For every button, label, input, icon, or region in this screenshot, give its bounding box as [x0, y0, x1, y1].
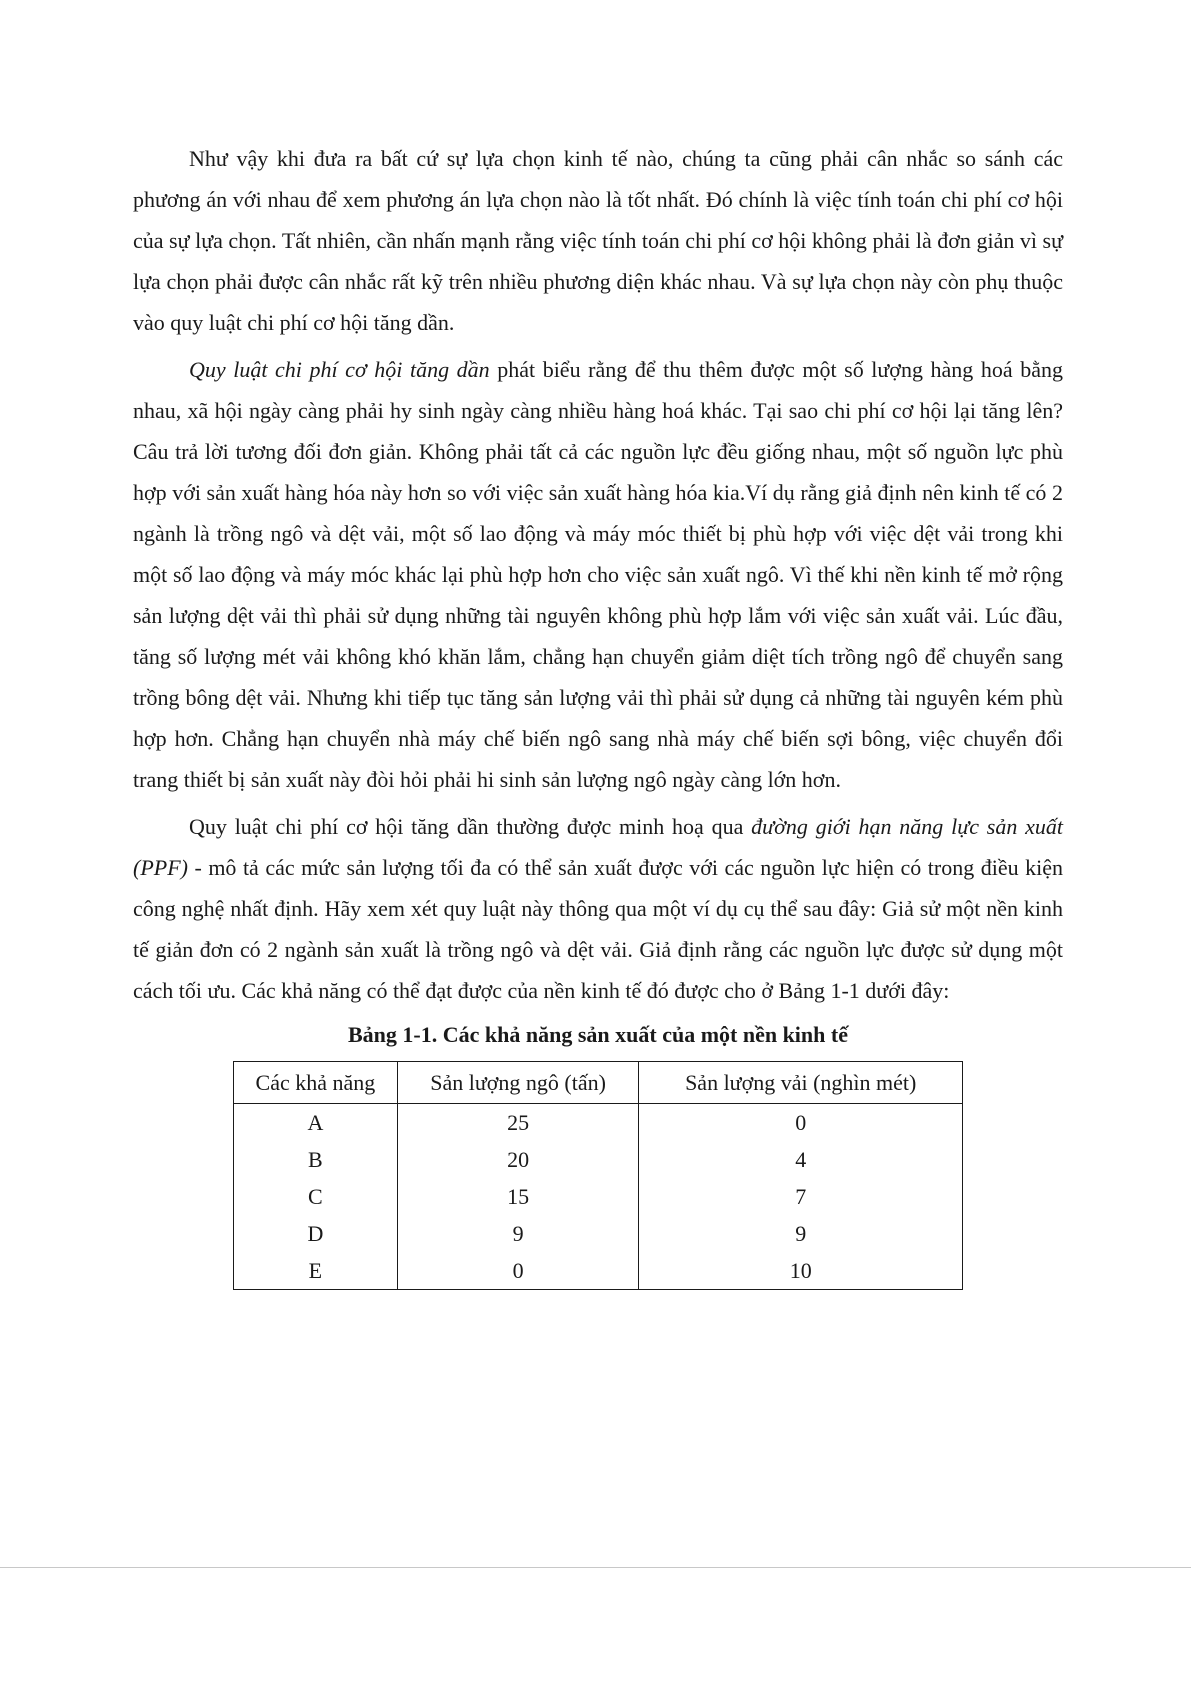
ppf-term-italic: đường giới hạn năng lực sản xuất (PPF)	[133, 814, 1063, 880]
paragraph-2-text: phát biểu rằng để thu thêm được một số lượng hàng hoá bằng nhau, xã hội ngày càng phải hy sinh ngày càng nhiều hàng hoá khác. Tại sao chi phí cơ hội lại tăng lên? Câu trả lời tương đối đơn giản. Không phải tất cả các nguồn lực đều giống nhau, một số nguồn lực phù hợp với sản xuất hàng hóa này hơn so với việc sản xuất hàng hóa kia.Ví dụ rằng giả định nên kinh tế có 2 ngành là trồng ngô và dệt vải, một số lao động và máy móc thiết bị phù hợp với việc dệt vải trong khi một số lao động và máy móc khác lại phù hợp hơn cho việc sản xuất ngô. Vì thế khi nền kinh tế mở rộng sản lượng dệt vải thì phải sử dụng những tài nguyên không phù hợp lắm với việc sản xuất vải. Lúc đầu, tăng số lượng mét vải không khó khăn lắm, chẳng hạn chuyển giảm diệt tích trồng ngô để chuyển sang trồng bông dệt vải. Nhưng khi tiếp tục tăng sản lượng vải thì phải sử dụng cả những tài nguyên kém phù hợp hơn. Chẳng hạn chuyển nhà máy chế biến ngô sang nhà máy chế biến sợi bông, việc chuyển đổi trang thiết bị sản xuất này đòi hỏi phải hi sinh sản lượng ngô ngày càng lớn hơn.	[133, 357, 1063, 792]
cell-corn: 15	[397, 1178, 639, 1215]
cell-possibility: D	[234, 1215, 398, 1252]
table-caption: Bảng 1-1. Các khả năng sản xuất của một nền kinh tế	[348, 1022, 848, 1047]
production-possibilities-table	[233, 1061, 963, 1290]
paragraph-opportunity-cost	[133, 138, 1063, 343]
paragraph-1-text: Như vậy khi đưa ra bất cứ sự lựa chọn kinh tế nào, chúng ta cũng phải cân nhắc so sánh các phương án với nhau để xem phương án lựa chọn nào là tốt nhất. Đó chính là việc tính toán chi phí cơ hội của sự lựa chọn. Tất nhiên, cần nhấn mạnh rằng việc tính toán chi phí cơ hội không phải là đơn giản vì sự lựa chọn phải được cân nhắc rất kỹ trên nhiều phương diện khác nhau. Và sự lựa chọn này còn phụ thuộc vào quy luật chi phí cơ hội tăng dần.	[133, 146, 1063, 335]
cell-possibility: E	[234, 1252, 398, 1290]
header-possibility: Các khả năng	[234, 1062, 398, 1104]
cell-cloth: 9	[639, 1215, 963, 1252]
table-row	[234, 1215, 963, 1252]
page-bottom-divider	[0, 1567, 1191, 1568]
paragraph-increasing-cost-law	[133, 349, 1063, 800]
cell-possibility: A	[234, 1104, 398, 1142]
table-row	[234, 1141, 963, 1178]
table-row	[234, 1178, 963, 1215]
cell-cloth: 0	[639, 1104, 963, 1142]
paragraph-ppf-intro	[133, 806, 1063, 1011]
cell-cloth: 4	[639, 1141, 963, 1178]
cell-corn: 25	[397, 1104, 639, 1142]
paragraph-3-start: Quy luật chi phí cơ hội tăng dần thường được minh hoạ qua	[189, 814, 752, 839]
header-corn-output: Sản lượng ngô (tấn)	[397, 1062, 639, 1104]
cell-corn: 9	[397, 1215, 639, 1252]
cell-corn: 0	[397, 1252, 639, 1290]
cell-cloth: 10	[639, 1252, 963, 1290]
law-term-italic: Quy luật chi phí cơ hội tăng dần	[189, 357, 490, 382]
cell-possibility: B	[234, 1141, 398, 1178]
cell-corn: 20	[397, 1141, 639, 1178]
cell-cloth: 7	[639, 1178, 963, 1215]
table-header-row	[234, 1062, 963, 1104]
table-row	[234, 1252, 963, 1290]
cell-possibility: C	[234, 1178, 398, 1215]
page-content	[133, 138, 1063, 1290]
table-row	[234, 1104, 963, 1142]
paragraph-3-text: - mô tả các mức sản lượng tối đa có thể sản xuất được với các nguồn lực hiện có trong điều kiện công nghệ nhất định. Hãy xem xét quy luật này thông qua một ví dụ cụ thể sau đây: Giả sử một nền kinh tế giản đơn có 2 ngành sản xuất là trồng ngô và dệt vải. Giả định rằng các nguồn lực được sử dụng một cách tối ưu. Các khả năng có thể đạt được của nền kinh tế đó được cho ở Bảng 1-1 dưới đây:	[133, 855, 1063, 1003]
header-cloth-output: Sản lượng vải (nghìn mét)	[639, 1062, 963, 1104]
